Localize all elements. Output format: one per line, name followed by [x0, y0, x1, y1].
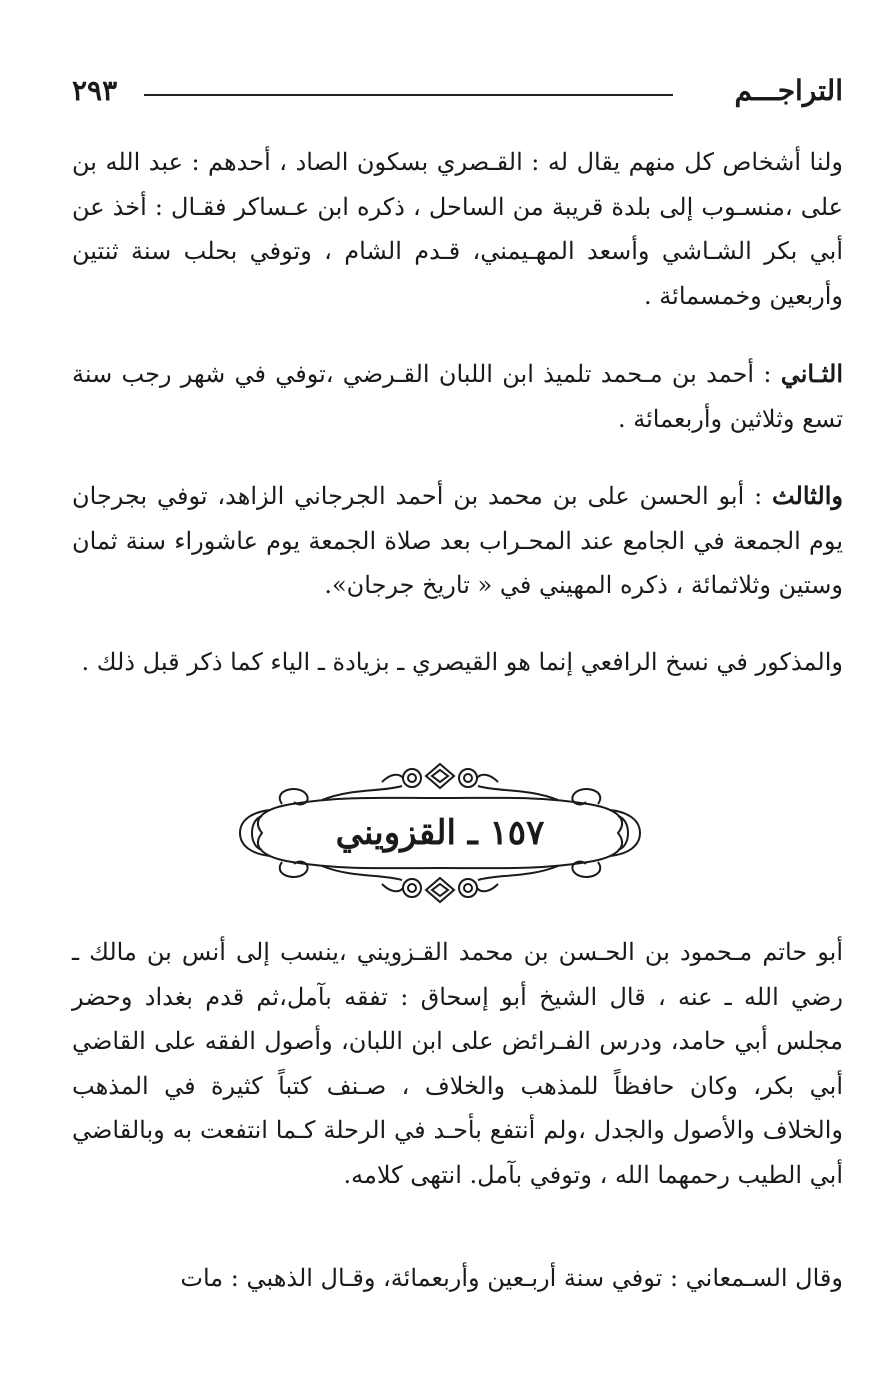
- section-heading: ١٥٧ ـ القزويني: [335, 813, 545, 853]
- paragraph-qazwini-bio: أبو حاتم مـحمود بن الحـسن بن محمد القـزويني ،ينسب إلى أنس بن مالك ـ رضي الله ـ عنه ، قال الشيخ أبو إسحاق : تفقه بآمل،ثم قدم بغداد وحضر مجلس أبي حامد، ودرس الفـرائض على ابن اللبان، وأصول الفقه على القاضي أبي بكر، وكان حافظاً للمذهب والخلاف ، صـنف كتباً كثيرة في المذهب والخلاف والأصول والجدل ،ولم أنتفع بأحـد في الرحلة كـما انتفعت به وبالقاضي أبي الطيب رحمهما الله ، وتوفي بآمل. انتهى كلامه.: [72, 938, 843, 1189]
- paragraph-body-third: : أبو الحسن على بن محمد بن أحمد الجرجاني الزاهد، توفي بجرجان يوم الجمعة في الجامع عند المحـراب بعد صلاة الجمعة يوم عاشوراء سنة ثمان وستين وثلاثمائة ، ذكره المهيني في « تاريخ جرجان».: [72, 482, 843, 599]
- paragraph-second: [72, 352, 843, 441]
- paragraph-third: [72, 474, 843, 608]
- section-heading-cartouche: [222, 760, 658, 906]
- paragraph-lead-third: والثالث: [771, 481, 843, 510]
- running-title: التراجـــم: [734, 74, 843, 107]
- paragraph-rafii-note: والمذكور في نسخ الرافعي إنما هو القيصري ـ بزيادة ـ الياء كما ذكر قبل ذلك .: [81, 648, 843, 676]
- paragraph-samani: وقال السـمعاني : توفي سنة أربـعين وأربعمائة، وقـال الذهبي : مات: [180, 1264, 843, 1292]
- paragraph-lead-second: الثـاني: [780, 359, 843, 388]
- running-header: [72, 72, 843, 116]
- header-rule: [144, 94, 673, 96]
- paragraph-qasri-intro: ولنا أشخاص كل منهم يقال له : القـصري بسكون الصاد ، أحدهم : عبد الله بن على ،منسـوب إلى بلدة قريبة من الساحل ، ذكره ابن عـساكر فقـال : أخذ عن أبي بكر الشـاشي وأسعد المهـيمني، قـدم الشام ، وتوفي بحلب سنة ثنتين وأربعين وخمسمائة .: [72, 148, 843, 310]
- paragraph-body-second: : أحمد بن مـحمد تلميذ ابن اللبان القـرضي ،توفي في شهر رجب سنة تسع وثلاثين وأربعمائة .: [72, 360, 843, 433]
- page-number: ٢٩٣: [72, 74, 118, 107]
